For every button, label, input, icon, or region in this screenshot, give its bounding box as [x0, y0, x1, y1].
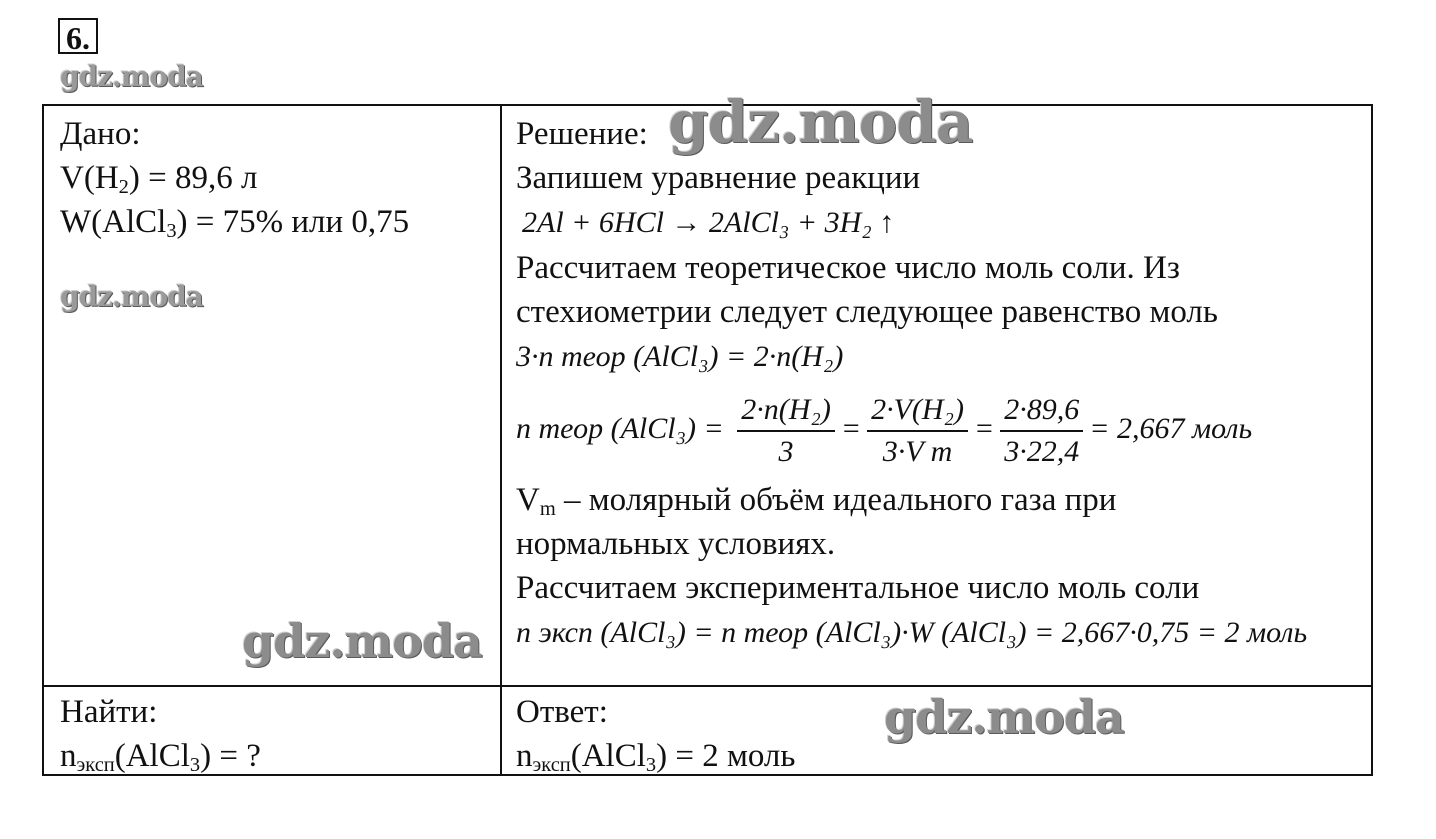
watermark: gdz.moda: [242, 614, 482, 668]
solution-line-1: Запишем уравнение реакции: [516, 160, 921, 196]
given-cell: [60, 112, 409, 244]
task-number: 6.: [58, 18, 98, 54]
ratio-equation: 3·n теор (AlCl₃) = 2·n(H₂): [516, 340, 844, 373]
given-volume-h2: $V(H_2) = 89,6$ л: [60, 160, 258, 199]
given-title: Дано:: [60, 116, 141, 152]
answer-cell: [516, 690, 795, 778]
solution-line-3: стехиометрии следует следующее равенство моль: [516, 294, 1218, 330]
watermark: gdz.moda: [884, 690, 1124, 744]
find-cell: [60, 690, 261, 778]
watermark: gdz.moda: [60, 280, 203, 313]
watermark: gdz.moda: [668, 88, 973, 156]
theoretical-calc: n теор (AlCl₃) = $\frac{\text{2·n(H₂)}}{3}$ = $\frac{\text{2·V(H₂)}}{\text{3·V m}}$ = $\frac{2\cdot 89,6}{3\cdot 22,4}$ = 2,667 моль: [516, 380, 1366, 478]
answer-title: Ответ:: [516, 694, 608, 730]
find-target: $n_{эксп}(AlCl_3)$ = ?: [60, 738, 261, 777]
solution-line-6: Рассчитаем экспериментальное число моль соли: [516, 570, 1200, 606]
solution-table: [42, 104, 1373, 776]
solution-title: Решение:: [516, 116, 648, 152]
solution-line-4: $V_m$ – молярный объём идеального газа при: [516, 482, 1117, 521]
given-mass-fraction: W(AlCl$_3$) = 75% или 0,75: [60, 204, 410, 243]
solution-cell: [516, 112, 1366, 656]
watermark: gdz.moda: [60, 60, 203, 93]
solution-line-5: нормальных условиях.: [516, 526, 836, 562]
solution-line-2: Рассчитаем теоретическое число моль соли. Из: [516, 250, 1180, 286]
find-title: Найти:: [60, 694, 158, 730]
column-divider: [500, 106, 502, 774]
reaction-equation: 2Al + 6HCl → 2AlCl₃ + 3H₂ ↑: [522, 206, 895, 239]
experimental-calc: n эксп (AlCl₃) = n теор (AlCl₃)·W (AlCl₃) = 2,667·0,75 = 2 моль: [516, 616, 1308, 649]
answer-value: $n_{эксп}(AlCl_3) = 2$ моль: [516, 738, 796, 777]
row-divider: [44, 685, 1371, 687]
